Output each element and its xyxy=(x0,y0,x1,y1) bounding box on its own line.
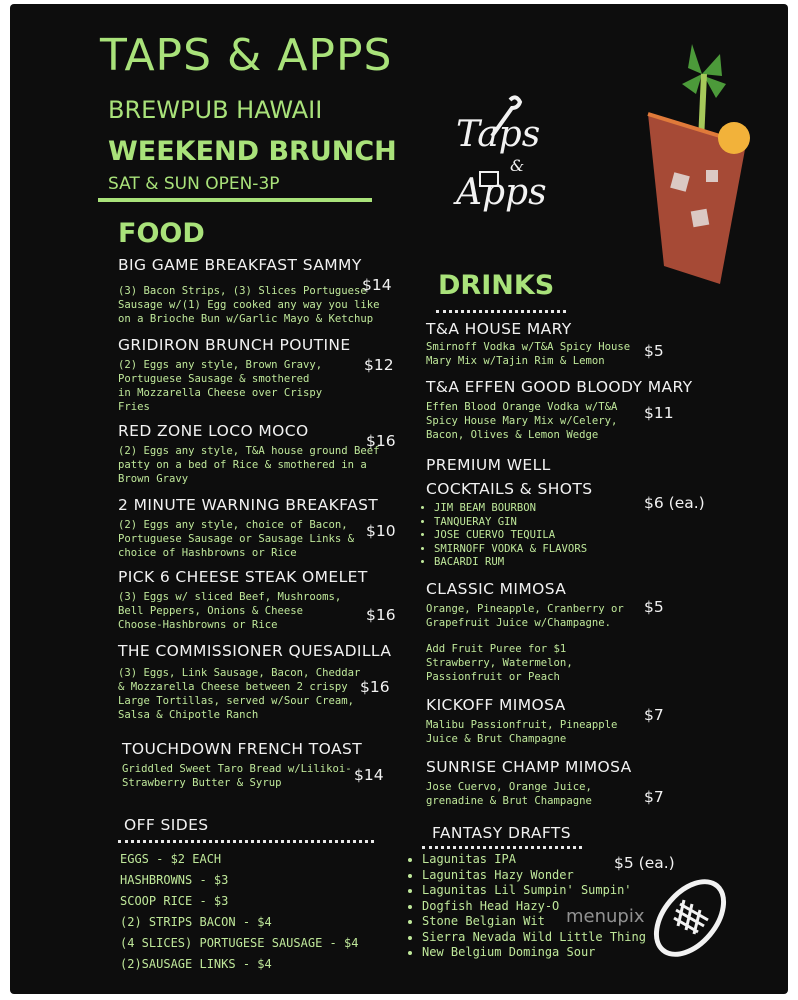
beer-item: • Lagunitas IPA xyxy=(422,852,646,868)
food-item-price: $12 xyxy=(364,356,394,374)
food-item-name: RED ZONE LOCO MOCO xyxy=(118,422,309,440)
drink-item-desc: Effen Blood Orange Vodka w/T&A Spicy House Mary Mix w/Celery, Bacon, Olives & Lemon Wedge xyxy=(426,401,618,441)
food-item-price: $16 xyxy=(366,432,396,450)
logo-word-apps: Apps xyxy=(456,172,547,213)
football-icon xyxy=(646,870,734,966)
food-item-price: $10 xyxy=(366,522,396,540)
beer-item: • Stone Belgian Wit xyxy=(422,914,646,930)
offsides-item: (2) STRIPS BACON - $4 xyxy=(120,915,272,929)
drink-item-addon: Add Fruit Puree for $1 Strawberry, Watermelon, Passionfruit or Peach xyxy=(426,643,573,683)
bloody-mary-glass-icon xyxy=(642,34,762,294)
food-item-name: TOUCHDOWN FRENCH TOAST xyxy=(122,740,363,758)
taps-apps-logo xyxy=(440,92,550,232)
drinks-divider xyxy=(436,310,566,313)
drink-item-name: SUNRISE CHAMP MIMOSA xyxy=(426,758,632,776)
food-item-price: $14 xyxy=(354,766,384,784)
food-item-price: $16 xyxy=(366,606,396,624)
brunch-hours: SAT & SUN OPEN-3P xyxy=(108,174,280,194)
drink-item-desc: Jose Cuervo, Orange Juice, grenadine & Brut Champagne xyxy=(426,781,592,807)
drink-item-price: $7 xyxy=(644,706,664,724)
food-item-name: 2 MINUTE WARNING BREAKFAST xyxy=(118,496,379,514)
food-item-desc: Griddled Sweet Taro Bread w/Lilikoi- Strawberry Butter & Syrup xyxy=(122,763,352,789)
restaurant-title: TAPS & APPS xyxy=(100,30,393,81)
brunch-heading: WEEKEND BRUNCH xyxy=(108,136,397,167)
drink-item-price: $6 (ea.) xyxy=(644,494,705,512)
food-item-name: PICK 6 CHEESE STEAK OMELET xyxy=(118,568,368,586)
offsides-heading: OFF SIDES xyxy=(124,816,209,834)
drink-item-price: $11 xyxy=(644,404,674,422)
beer-item: • Lagunitas Hazy Wonder xyxy=(422,868,646,884)
header-underline xyxy=(98,198,372,202)
drink-item-price: $5 xyxy=(644,342,664,360)
food-item-desc: (3) Bacon Strips, (3) Slices Portuguese Sausage w/(1) Egg cooked any way you like on a Brioche Bun w/Garlic Mayo & Ketchup xyxy=(118,285,380,325)
beer-item: • Lagunitas Lil Sumpin' Sumpin' xyxy=(422,883,646,899)
food-item-desc: (2) Eggs any style, Brown Gravy, Portuguese Sausage & smothered in Mozzarella Cheese over Crispy Fries xyxy=(118,359,323,413)
offsides-item: (4 SLICES) PORTUGESE SAUSAGE - $4 xyxy=(120,936,359,950)
drink-item-name: PREMIUM WELL xyxy=(426,456,551,474)
restaurant-subtitle: BREWPUB HAWAII xyxy=(108,96,323,124)
menu-board xyxy=(10,4,788,994)
fantasy-heading: FANTASY DRAFTS xyxy=(432,824,572,842)
beer-item: • New Belgium Dominga Sour xyxy=(422,945,646,961)
drinks-heading: DRINKS xyxy=(438,270,555,301)
shot-item: • JOSE CUERVO TEQUILA xyxy=(434,529,587,543)
food-item-name: THE COMMISSIONER QUESADILLA xyxy=(118,642,392,660)
offsides-item: (2)SAUSAGE LINKS - $4 xyxy=(120,957,272,971)
drink-item-name: COCKTAILS & SHOTS xyxy=(426,480,593,498)
logo-ampersand: & xyxy=(510,156,525,175)
food-item-price: $14 xyxy=(362,276,392,294)
food-item-desc: (3) Eggs w/ sliced Beef, Mushrooms, Bell Peppers, Onions & Cheese Choose-Hashbrowns or Rice xyxy=(118,591,342,631)
food-heading: FOOD xyxy=(118,218,205,249)
drink-item-price: $5 xyxy=(644,598,664,616)
food-item-desc: (2) Eggs any style, choice of Bacon, Portuguese Sausage or Sausage Links & choice of Hashbrowns or Rice xyxy=(118,519,354,559)
food-item-desc: (2) Eggs any style, T&A house ground Beef patty on a bed of Rice & smothered in a Brown Gravy xyxy=(118,445,380,485)
fantasy-price: $5 (ea.) xyxy=(614,854,675,872)
shot-item: • BACARDI RUM xyxy=(434,556,587,570)
beer-item: • Dogfish Head Hazy-O xyxy=(422,899,646,915)
shot-item: • TANQUERAY GIN xyxy=(434,516,587,530)
beer-item: • Sierra Nevada Wild Little Thing xyxy=(422,930,646,946)
food-item-desc: (3) Eggs, Link Sausage, Bacon, Cheddar & Mozzarella Cheese between 2 crispy Large Tortillas, served w/Sour Cream, Salsa & Chipotle Ranch xyxy=(118,667,361,721)
drink-item-desc: Smirnoff Vodka w/T&A Spicy House Mary Mix w/Tajin Rim & Lemon xyxy=(426,341,631,367)
drink-item-desc: Orange, Pineapple, Cranberry or Grapefruit Juice w/Champagne. xyxy=(426,603,624,629)
drink-item-desc: Malibu Passionfruit, Pineapple Juice & Brut Champagne xyxy=(426,719,618,745)
shot-item: • JIM BEAM BOURBON xyxy=(434,502,587,516)
drink-item-price: $7 xyxy=(644,788,664,806)
menupix-watermark: menupix xyxy=(566,906,645,927)
shots-list xyxy=(420,502,587,570)
drink-item-name: T&A HOUSE MARY xyxy=(426,320,572,338)
drink-item-name: KICKOFF MIMOSA xyxy=(426,696,566,714)
drink-item-name: CLASSIC MIMOSA xyxy=(426,580,567,598)
offsides-item: SCOOP RICE - $3 xyxy=(120,894,229,908)
logo-word-taps: Taps xyxy=(456,114,541,155)
offsides-item: EGGS - $2 EACH xyxy=(120,852,222,866)
food-item-name: GRIDIRON BRUNCH POUTINE xyxy=(118,336,351,354)
food-item-name: BIG GAME BREAKFAST SAMMY xyxy=(118,256,362,274)
offsides-item: HASHBROWNS - $3 xyxy=(120,873,229,887)
fantasy-divider xyxy=(422,846,582,849)
offsides-divider xyxy=(118,840,374,843)
shot-item: • SMIRNOFF VODKA & FLAVORS xyxy=(434,543,587,557)
drink-item-name: T&A EFFEN GOOD BLOODY MARY xyxy=(426,378,693,396)
food-item-price: $16 xyxy=(360,678,390,696)
